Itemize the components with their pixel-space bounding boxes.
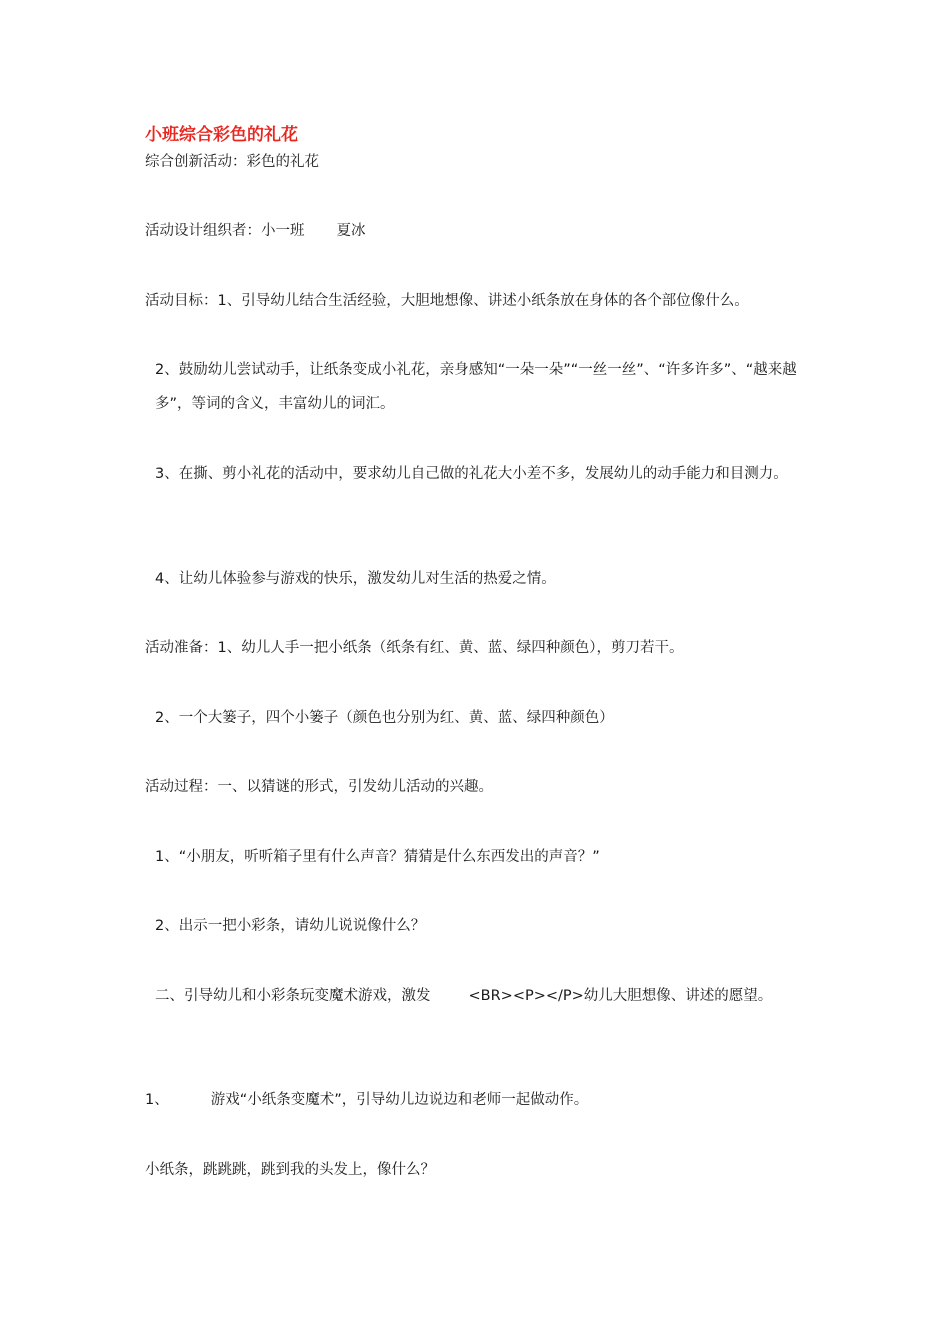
process-part-2 <box>145 979 811 1013</box>
subtitle: 综合创新活动：彩色的礼花 <box>145 154 319 170</box>
part-2-text: 二、引导幼儿和小彩条玩变魔术游戏，激发 <box>155 988 431 1004</box>
game-text: 游戏“小纸条变魔术”，引导幼儿边说边和老师一起做动作。 <box>210 1092 589 1108</box>
goal-3: 3、在撕、剪小礼花的活动中，要求幼儿自己做的礼花大小差不多，发展幼儿的动手能力和目测力。 <box>155 466 788 482</box>
organizer-label: 活动设计组织者：小一班 <box>145 223 305 239</box>
process-intro: 活动过程：一、以猜谜的形式，引发幼儿活动的兴趣。 <box>145 779 493 795</box>
goal-1: 活动目标：1、引导幼儿结合生活经验，大胆地想像、讲述小纸条放在身体的各个部位像什么。 <box>145 293 749 309</box>
goal-4: 4、让幼儿体验参与游戏的快乐，激发幼儿对生活的热爱之情。 <box>155 571 556 587</box>
prep-1: 活动准备：1、幼儿人手一把小纸条（纸条有红、黄、蓝、绿四种颜色），剪刀若干。 <box>145 640 684 656</box>
goal-2: 2、鼓励幼儿尝试动手，让纸条变成小礼花，亲身感知“一朵一朵”“一丝一丝”、“许多许多”、“越来越多”，等词的含义，丰富幼儿的词汇。 <box>155 362 797 412</box>
document-title: 小班综合彩色的礼花 <box>145 125 298 145</box>
game-number: 1、 <box>145 1092 169 1108</box>
process-step-2: 2、出示一把小彩条，请幼儿说说像什么？ <box>155 918 426 934</box>
prep-2: 2、一个大篓子，四个小篓子（颜色也分别为红、黄、蓝、绿四种颜色） <box>155 710 614 726</box>
rhyme-line: 小纸条，跳跳跳，跳到我的头发上，像什么？ <box>145 1162 435 1178</box>
organizer-name: 夏冰 <box>336 223 366 239</box>
game-line <box>145 1083 810 1117</box>
process-step-1: 1、“小朋友，听听箱子里有什么声音？猜猜是什么东西发出的声音？” <box>155 849 600 865</box>
organizer-line <box>145 214 810 248</box>
part-2-continued: <BR><P></P>幼儿大胆想像、讲述的愿望。 <box>468 988 773 1004</box>
